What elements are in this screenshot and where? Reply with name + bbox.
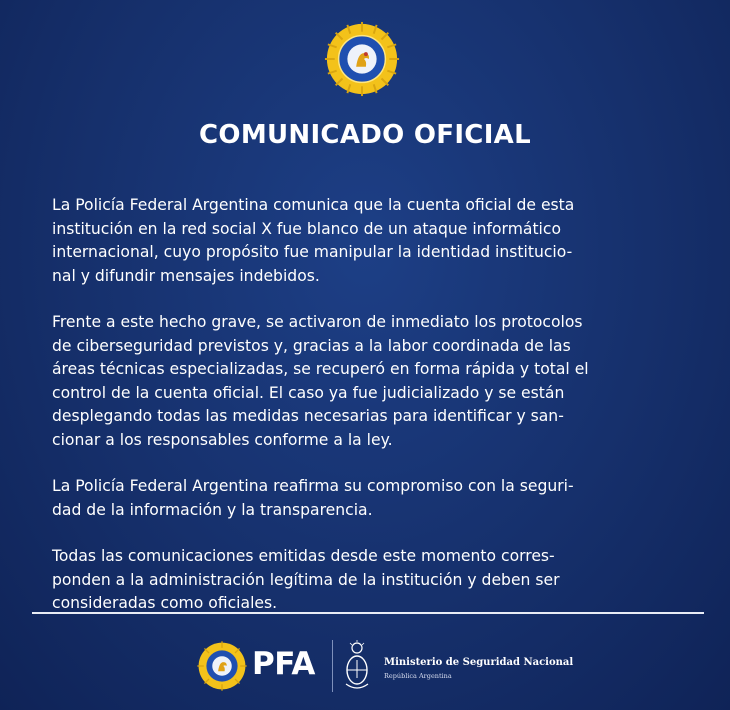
- footer-separator: [332, 640, 333, 692]
- page-title: COMUNICADO OFICIAL: [199, 120, 531, 150]
- paragraph-4: Todas las comunicaciones emitidas desde este momento corres- ponden a la administración legítima de la institución y deben ser consideradas como oficiales.: [52, 547, 560, 612]
- argentina-coat-of-arms-icon: [342, 640, 372, 692]
- statement-body: [52, 194, 692, 639]
- footer-divider: [32, 612, 704, 614]
- ministry-name: Ministerio de Seguridad Nacional: [384, 657, 574, 668]
- pfa-label: PFA: [252, 646, 315, 682]
- pfa-emblem-icon: [323, 20, 401, 98]
- country-name: República Argentina: [384, 672, 452, 680]
- paragraph-1: La Policía Federal Argentina comunica que la cuenta oficial de esta institución en la red social X fue blanco de un ataque informático internacional, cuyo propósito fue manipular la identidad institucio- nal y difundir mensajes indebidos.: [52, 196, 575, 285]
- paragraph-3: La Policía Federal Argentina reafirma su compromiso con la seguri- dad de la información y la transparencia.: [52, 477, 574, 519]
- paragraph-2: Frente a este hecho grave, se activaron de inmediato los protocolos de ciberseguridad previstos y, gracias a la labor coordinada de las áreas técnicas especializadas, se recuperó en forma rápida y total el control de la cuenta oficial. El caso ya fue judicializado y se están desplegando todas las medidas necesarias para identificar y san- cionar a los responsables conforme a la ley.: [52, 313, 589, 449]
- pfa-logo-icon: [196, 640, 248, 692]
